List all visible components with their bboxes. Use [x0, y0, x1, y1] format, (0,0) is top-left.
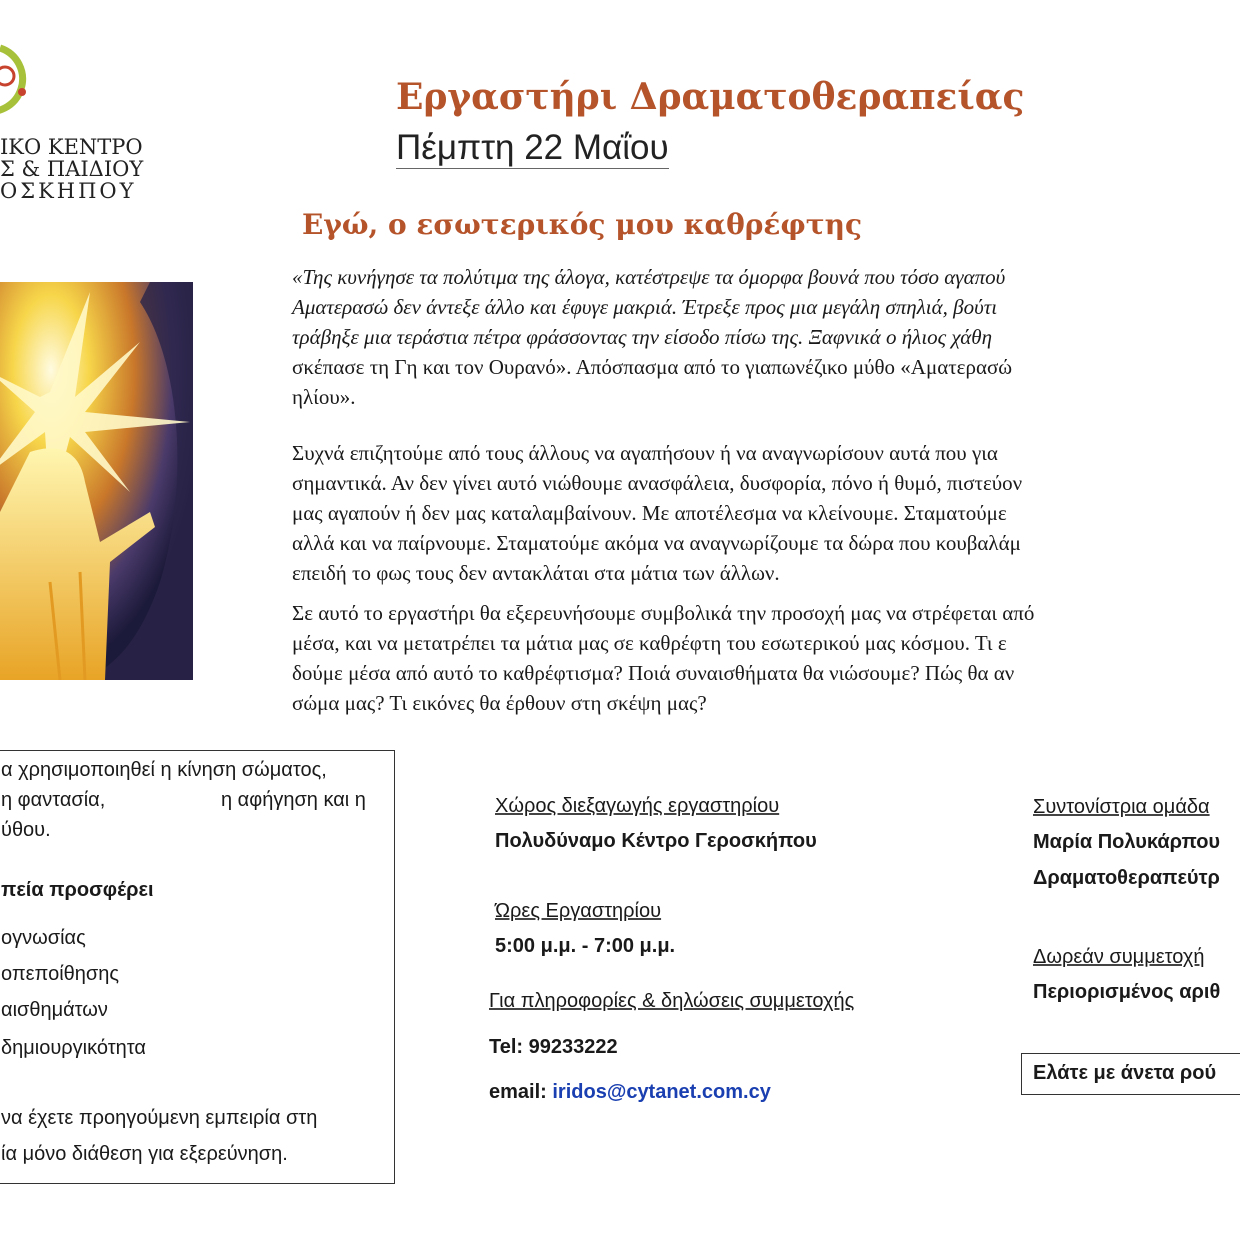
benefit-item: δημιουργικότητα [1, 1037, 146, 1059]
benefit-item: ογνωσίας [1, 927, 86, 949]
coordinator-label: Συντονίστρια ομάδα [1033, 796, 1210, 818]
paragraph-line: μας αγαπούν ή δεν μας καταλαμβαίνουν. Με αποτέλεσμα να κλείνουμε. Σταματούμε [292, 501, 1007, 525]
body-paragraph-2 [292, 438, 1240, 588]
intro-quote [292, 262, 1240, 412]
intro-line: ηλίου». [292, 385, 356, 409]
paragraph-line: σώμα μας? Τι εικόνες θα έρθουν στη σκέψη μας? [292, 691, 707, 715]
coordinator-name: Μαρία Πολυκάρπου [1033, 831, 1221, 853]
box-line: να έχετε προηγούμενη εμπειρία στη [1, 1107, 318, 1129]
page-title: Εργαστήρι Δραματοθεραπείας [396, 76, 1025, 118]
sun-goddess-painting [0, 282, 193, 680]
benefit-item: αισθημάτων [1, 999, 108, 1021]
free-participation-label: Δωρεάν συμμετοχή [1033, 946, 1205, 968]
comfortable-clothes-note: Ελάτε με άνετα ρού [1033, 1062, 1217, 1084]
email-link[interactable]: iridos@cytanet.com.cy [552, 1081, 771, 1103]
paragraph-line: Συχνά επιζητούμε από τους άλλους να αγαπήσουν ή να αναγνωρίσουν αυτά που για [292, 441, 998, 465]
benefits-box [0, 750, 395, 1184]
limited-places: Περιορισμένος αριθ [1033, 981, 1221, 1003]
paragraph-line: αλλά και να παίρνουμε. Σταματούμε ακόμα να αναγνωρίζουμε τα δώρα που κουβαλάμ [292, 531, 1021, 555]
coordinator-role: Δραματοθεραπεύτρ [1033, 867, 1220, 889]
venue-label: Χώρος διεξαγωγής εργαστηρίου [495, 795, 780, 817]
workshop-subtitle: Εγώ, ο εσωτερικός μου καθρέφτης [302, 208, 862, 241]
intro-line: «Της κυνήγησε τα πολύτιμα της άλογα, κατέστρεψε τα όμορφα βουνά που τόσο αγαπού [292, 265, 1006, 289]
box-line: η αφήγηση και η [221, 789, 366, 811]
org-line-3: ΟΣΚΗΠΟΥ [0, 179, 137, 203]
body-paragraph-3 [292, 598, 1240, 718]
paragraph-line: σημαντικά. Αν δεν γίνει αυτό νιώθουμε ανασφάλεια, δυσφορία, πόνο ή θυμό, πιστεύον [292, 471, 1023, 495]
org-line-1: ΙΚΟ ΚΕΝΤΡΟ [0, 135, 143, 159]
hours-label: Ώρες Εργαστηρίου [495, 900, 662, 922]
info-label: Για πληροφορίες & δηλώσεις συμμετοχής [489, 990, 855, 1012]
comfortable-clothes-box [1021, 1053, 1240, 1095]
box-line: α χρησιμοποιηθεί η κίνηση σώματος, [1, 759, 327, 781]
paragraph-line: μέσα, και να μετατρέπει τα μάτια μας σε καθρέφτη του εσωτερικού μας κόσμου. Τι ε [292, 631, 1007, 655]
hours-value: 5:00 μ.μ. - 7:00 μ.μ. [495, 935, 676, 957]
organization-name [0, 136, 143, 202]
intro-line: Αματερασώ δεν άντεξε άλλο και έφυγε μακριά. Έτρεξε προς μια μεγάλη σπηλιά, βούτι [292, 295, 998, 319]
event-date: Πέμπτη 22 Μαΐου [396, 128, 669, 167]
email-label: email: [489, 1081, 553, 1103]
box-line: ία μόνο διάθεση για εξερεύνηση. [1, 1143, 288, 1165]
box-line: η φαντασία, [1, 789, 106, 811]
email-row [489, 1081, 771, 1104]
intro-line: τράβηξε μια τεράστια πέτρα φράσσοντας την είσοδο πίσω της. Ξαφνικά ο ήλιος χάθη [292, 325, 992, 349]
org-line-2: Σ & ΠΑΙΔΙΟΥ [0, 157, 144, 181]
benefit-item: οπεποίθησης [1, 963, 119, 985]
venue-value: Πολυδύναμο Κέντρο Γεροσκήπου [495, 830, 817, 852]
paragraph-line: δούμε μέσα από αυτό το καθρέφτισμα? Ποιά συναισθήματα θα νιώσουμε? Πώς θα αν [292, 661, 1015, 685]
phone-number: Tel: 99233222 [489, 1036, 618, 1058]
paragraph-line: επειδή το φως τους δεν αντακλάται στα μάτια των άλλων. [292, 561, 780, 585]
intro-line: σκέπασε τη Γη και τον Ουρανό». Απόσπασμα από το γιαπωνέζικο μύθο «Αματερασώ [292, 355, 1013, 379]
benefits-heading: πεία προσφέρει [1, 879, 154, 901]
paragraph-line: Σε αυτό το εργαστήρι θα εξερευνήσουμε συμβολικά την προσοχή μας να στρέφεται από [292, 601, 1035, 625]
logo-icon [0, 40, 40, 120]
box-line: ύθου. [1, 819, 51, 841]
